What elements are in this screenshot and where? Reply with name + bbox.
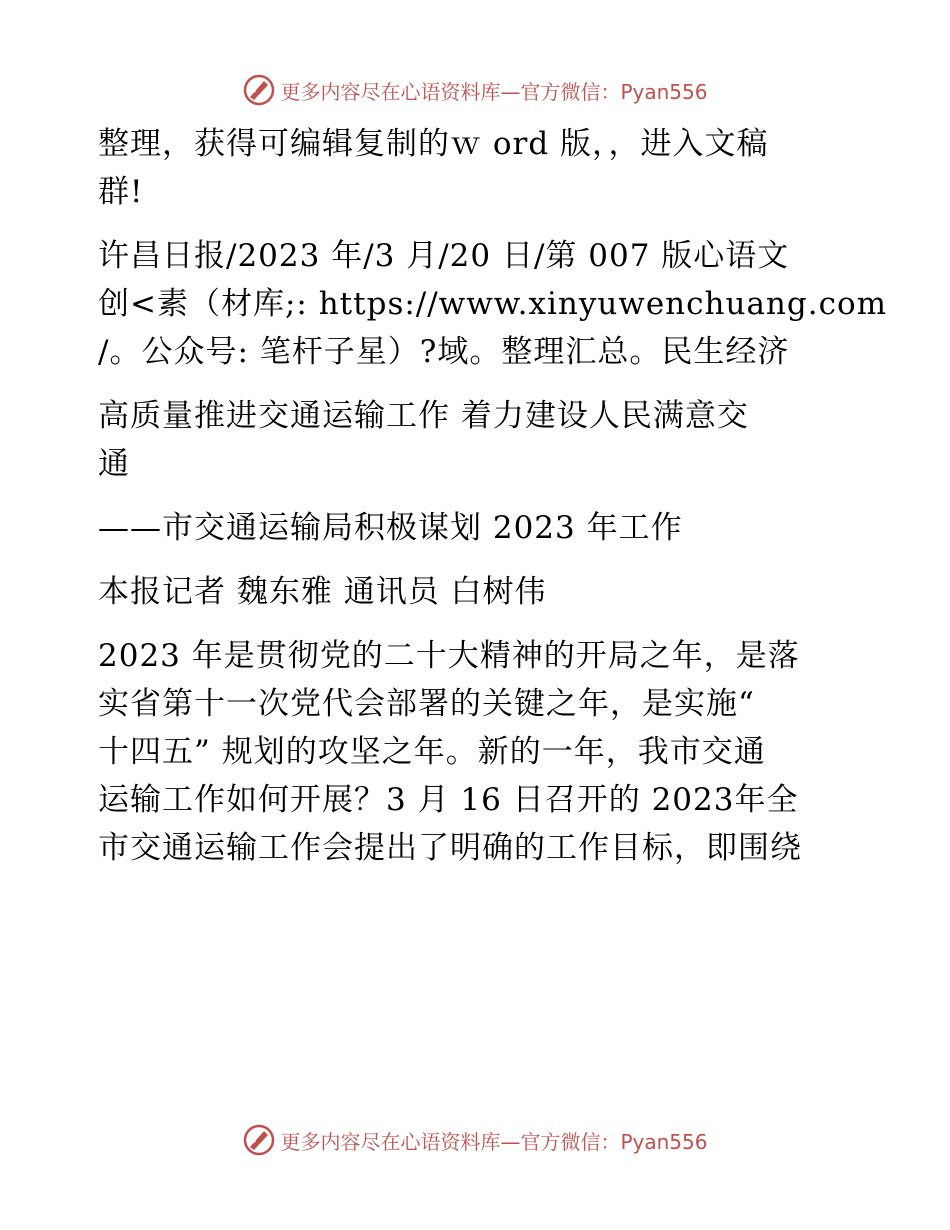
article-body <box>98 120 888 872</box>
article-subtitle <box>98 504 858 552</box>
text-line: 运输工作如何开展？3 月 16 日召开的 2023年全 <box>98 782 799 818</box>
text-line: 十四五” 规划的攻坚之年。新的一年，我市交通 <box>98 734 766 770</box>
text-line: 市交通运输工作会提出了明确的工作目标，即围绕 <box>98 830 802 866</box>
banner-text: 更多内容尽在心语资料库—官方微信：Pyan556 <box>280 79 708 104</box>
paragraph-notice <box>98 120 858 216</box>
text-line: 2023 年是贯彻党的二十大精神的开局之年，是落 <box>98 638 800 674</box>
paragraph-body <box>98 632 858 872</box>
text-line: 许昌日报/2023 年/3 月/20 日/第 007 版心语文 <box>98 238 790 274</box>
logo-icon <box>242 1123 276 1157</box>
text-line: 实省第十一次党代会部署的关键之年，是实施“ <box>98 686 755 722</box>
paragraph-source <box>98 232 888 376</box>
text-line: 本报记者 魏东雅 通讯员 白树伟 <box>98 574 547 610</box>
text-line: 整理，获得可编辑复制的ｗ ord 版，，进入文稿 <box>98 126 769 162</box>
banner-text: 更多内容尽在心语资料库—官方微信：Pyan556 <box>280 1129 708 1154</box>
footer-banner <box>0 1120 950 1160</box>
text-line: ——市交通运输局积极谋划 2023 年工作 <box>98 510 683 546</box>
article-byline <box>98 568 858 616</box>
text-line: 高质量推进交通运输工作 着力建设人民满意交 <box>98 398 749 434</box>
header-banner <box>0 70 950 110</box>
text-line: 通 <box>98 446 130 482</box>
text-line: 创<素（材库;: https://www.xinyuwenchuang.com <box>98 286 888 322</box>
logo-icon <box>242 73 276 107</box>
text-line: 群! <box>98 174 144 210</box>
article-title <box>98 392 858 488</box>
text-line: /。公众号: 笔杆子星）?域。整理汇总。民生经济 <box>98 334 790 370</box>
